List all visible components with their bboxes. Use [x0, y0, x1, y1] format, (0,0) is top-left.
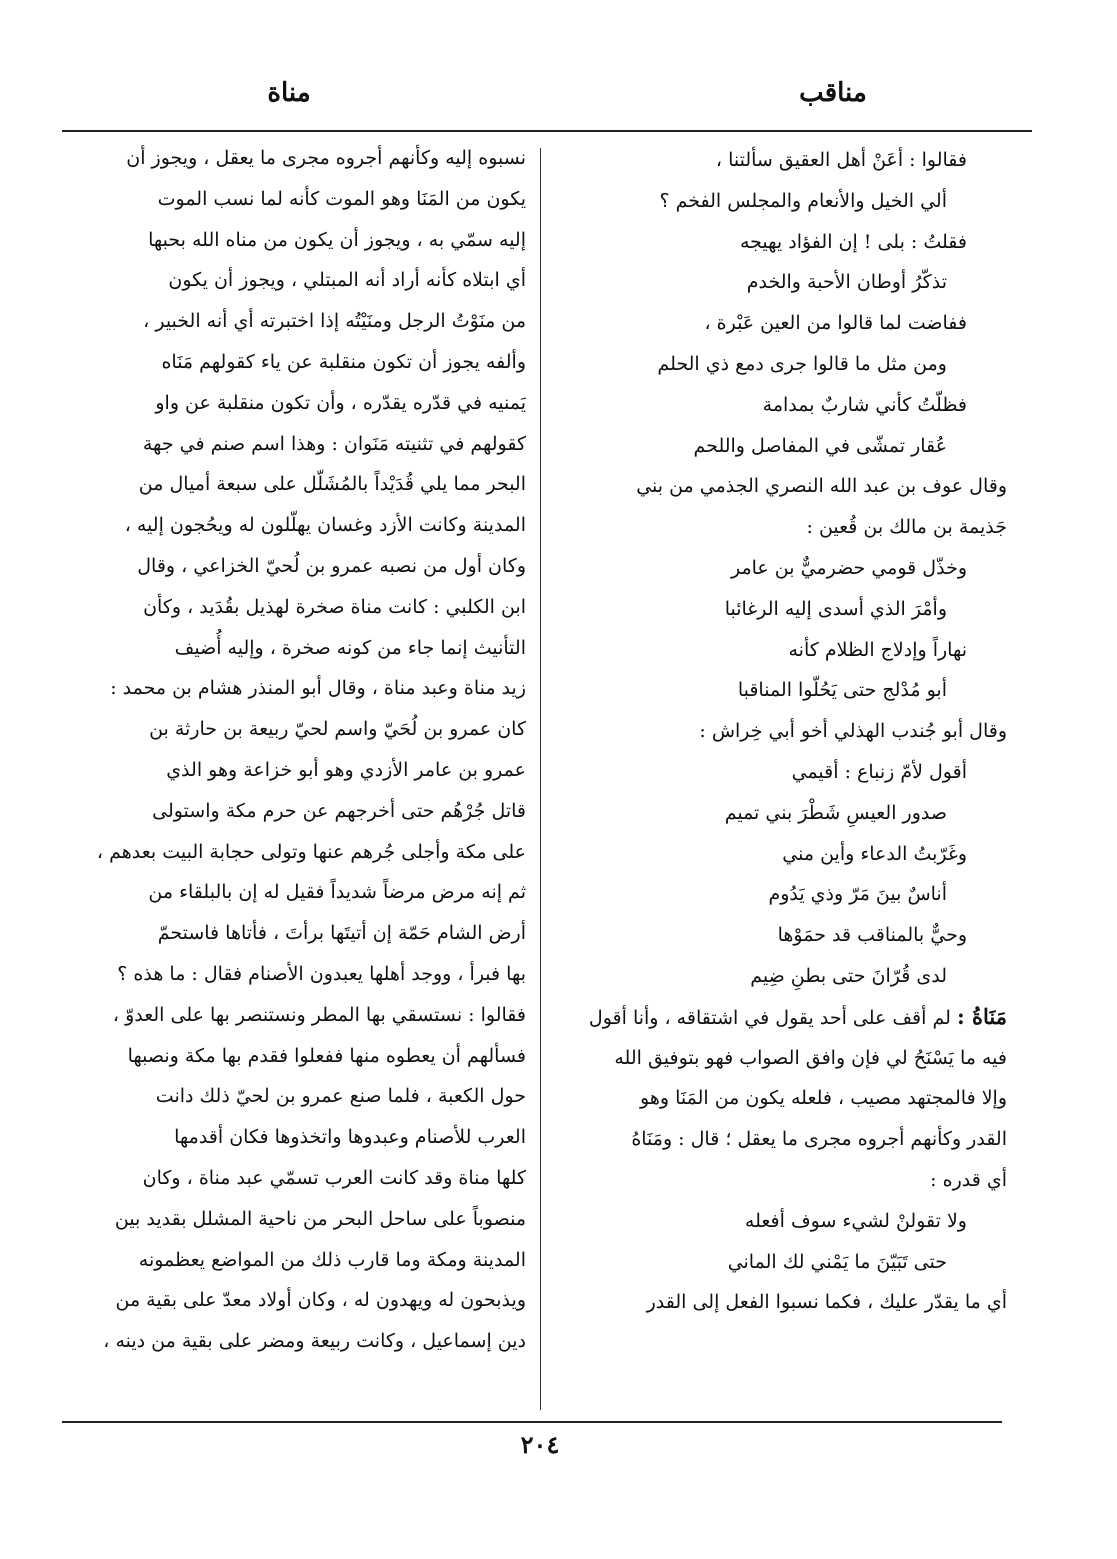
page-number: ٢٠٤ [520, 1430, 560, 1459]
text-line: البحر مما يلي قُدَيْداً بالمُشَلّل على سبعة أميال من [138, 473, 526, 496]
verse-line [552, 548, 1007, 589]
verse-line [552, 426, 1007, 467]
line-text: وقال عوف بن عبد الله النصري الجذمي من بني [636, 475, 1007, 498]
text-line: ويذبحون له ويهدون له ، وكان أولاد معدّ على بقية من [115, 1289, 526, 1312]
entry-headword: مَنَاةُ : [956, 1003, 1007, 1029]
text-line: زيد مناة وعبد مناة ، وقال أبو المنذر هشام بن محمد : [110, 677, 526, 700]
line-text: ففاضت لما قالوا من العين عَبْرة ، [704, 312, 967, 335]
text-line: يَمنيه في قدّره يقدّره ، وأن تكون منقلبة عن واو [155, 391, 526, 414]
verse-line [552, 303, 1007, 344]
column-divider [540, 148, 541, 1410]
line-text: تذكّرُ أوطان الأحبة والخدم [746, 271, 947, 294]
line-text: وأمْرَ الذي أسدى إليه الرغائبا [724, 597, 947, 620]
text-line: بها فبرأ ، ووجد أهلها يعبدون الأصنام فقال : ما هذه ؟ [117, 962, 526, 985]
text-line: نسبوه إليه وكأنهم أجروه مجرى ما يعقل ، ويجوز أن [126, 147, 526, 169]
line-text: فقلتُ : بلى ! إن الفؤاد يهيجه [739, 230, 967, 253]
line-text: وغَرّبتُ الدعاء وأين مني [782, 842, 967, 865]
line-text: فظلّتُ كأني شاربٌ بمدامة [762, 393, 967, 416]
text-line: على مكة وأجلى جُرهم عنها وتولى حجابة البيت بعدهم ، [96, 840, 526, 863]
verse-line [552, 385, 1007, 426]
line-text: وحيٌّ بالمناقب قد حمَوْها [777, 924, 967, 947]
text-line: وألفه يجوز أن تكون منقلبة عن ياء كقولهم مَنَاه [161, 350, 526, 373]
verse-line [552, 181, 1007, 222]
text-line [552, 1160, 1007, 1201]
header-title-right: مناقب [799, 78, 867, 108]
verse-line [552, 670, 1007, 711]
text-line: ثم إنه مرض مرضاً شديداً فقيل له إن بالبلقاء من [148, 881, 526, 904]
line-text: أي قدره : [930, 1168, 1007, 1191]
line-text: ومن مثل ما قالوا جرى دمع ذي الحلم [657, 352, 947, 375]
line-text: وخذّل قومي حضرميٌّ بن عامر [730, 556, 967, 579]
line-text: فقالوا : أعَنْ أهل العقيق سألتنا ، [715, 149, 967, 171]
line-text: وإلا فالمجتهد مصيب ، فلعله يكون من المَنَا وهو [640, 1087, 1007, 1110]
line-text: وقال أبو جُندب الهذلي أخو أبي خِراش : [699, 720, 1007, 743]
header-title-left: مناة [267, 78, 311, 108]
verse-line [552, 915, 1007, 956]
text-line: العرب للأصنام وعبدوها واتخذوها فكان أقدمها [174, 1126, 526, 1149]
verse-line [552, 589, 1007, 630]
text-line: يكون من المَنَا وهو الموت كأنه لما نسب الموت [157, 187, 526, 210]
text-line: ابن الكلبي : كانت مناة صخرة لهذيل بقُدَيد ، وكأن [143, 595, 526, 618]
text-line: منصوباً على ساحل البحر من ناحية المشلل بقديد بين [114, 1207, 526, 1230]
text-line: المدينة وكانت الأزد وغسان يهلّلون له ويحُجون إليه ، [124, 514, 526, 537]
line-text: ألي الخيل والأنعام والمجلس الفخم ؟ [659, 189, 947, 212]
text-line: دين إسماعيل ، وكانت ربيعة ومضر على بقية من دينه ، [103, 1330, 526, 1353]
verse-line [552, 222, 1007, 263]
line-text: لدى قُرّانَ حتى بطنِ ضِيم [750, 964, 947, 987]
text-line: وكان أول من نصبه عمرو بن لُحيّ الخزاعي ، وقال [137, 554, 526, 577]
text-line: التأنيث إنما جاء من كونه صخرة ، وإليه أُضيف [174, 636, 526, 659]
text-line [552, 711, 1007, 752]
line-text: أقول لأمّ زنباع : أقيمي [791, 760, 967, 783]
line-text: صدور العيسِ شَطْرَ بني تميم [724, 801, 947, 824]
text-line: كان عمرو بن لُحَيّ واسم لحيّ ربيعة بن حارثة بن [149, 718, 526, 741]
verse-line [552, 956, 1007, 997]
footer-rule [62, 1421, 1002, 1423]
line-text: عُقار تمشّى في المفاصل واللحم [693, 434, 947, 457]
text-line [552, 507, 1007, 548]
line-text: القدر وكأنهم أجروه مجرى ما يعقل ؛ قال : ومَنَاهُ [631, 1128, 1007, 1151]
entry-line [552, 997, 1007, 1038]
verse-line [552, 752, 1007, 793]
verse-line [552, 344, 1007, 385]
text-line [552, 466, 1007, 507]
text-line: عمرو بن عامر الأزدي وهو أبو خزاعة وهو الذي [166, 758, 526, 781]
line-text: حتى تَبَيّنَ ما يَمْني لك الماني [727, 1250, 947, 1273]
verse-line [552, 834, 1007, 875]
verse-line [552, 793, 1007, 834]
text-line: كلها مناة وقد كانت العرب تسمّي عبد مناة ، وكان [142, 1166, 526, 1189]
left-column [76, 138, 526, 1362]
line-text: لم أقف على أحد يقول في اشتقاقه ، وأنا أقول [588, 1006, 951, 1029]
text-line: من منَوْتُ الرجل ومنَيْتُه إذا اختبرته أي أنه الخبير ، [143, 310, 526, 333]
text-line [552, 1038, 1007, 1079]
verse-line [552, 630, 1007, 671]
text-line: قاتل جُرْهُم حتى أخرجهم عن حرم مكة واستولى [152, 799, 526, 822]
line-text: أبو مُدْلج حتى يَحُلّوا المناقبا [737, 679, 947, 702]
verse-line [552, 262, 1007, 303]
text-line: حول الكعبة ، فلما صنع عمرو بن لحيّ ذلك دانت [155, 1085, 526, 1108]
right-column [552, 140, 1007, 1323]
text-line: فسألهم أن يعطوه منها ففعلوا فقدم بها مكة ونصبها [127, 1044, 526, 1067]
text-line [552, 1282, 1007, 1323]
header-rule [62, 130, 1032, 132]
text-line: كقولهم في تثنيته مَنَوان : وهذا اسم صنم في جهة [142, 432, 526, 455]
text-line: إليه سمّي به ، ويجوز أن يكون من مناه الله بحبها [148, 228, 526, 251]
text-line: أي ابتلاه كأنه أراد أنه المبتلي ، ويجوز أن يكون [168, 269, 526, 292]
verse-line [552, 140, 1007, 181]
text-line: فقالوا : نستسقي بها المطر ونستنصر بها على العدوّ ، [112, 1003, 526, 1026]
text-line: المدينة ومكة وما قارب ذلك من المواضع يعظمونه [138, 1248, 526, 1271]
verse-line [552, 1201, 1007, 1242]
text-line [552, 1119, 1007, 1160]
line-text: ولا تقولنْ لشيء سوف أفعله [744, 1209, 967, 1232]
line-text: أي ما يقدّر عليك ، فكما نسبوا الفعل إلى القدر [646, 1291, 1007, 1314]
line-text: أناسٌ بينَ مَرّ وذي يَدُوم [768, 883, 947, 906]
verse-line [552, 874, 1007, 915]
line-text: نهاراً وإدلاج الظلام كأنه [788, 638, 967, 661]
verse-line [552, 1242, 1007, 1283]
line-text: فيه ما يَسْنَحُ لي فإن وافق الصواب فهو بتوفيق الله [614, 1046, 1007, 1069]
text-line: أرض الشام حَمّة إن أتيتَها برأتَ ، فأتاها فاستحمّ [157, 922, 526, 945]
line-text: جَذيمة بن مالك بن قُعين : [806, 516, 1007, 539]
text-line [552, 1078, 1007, 1119]
